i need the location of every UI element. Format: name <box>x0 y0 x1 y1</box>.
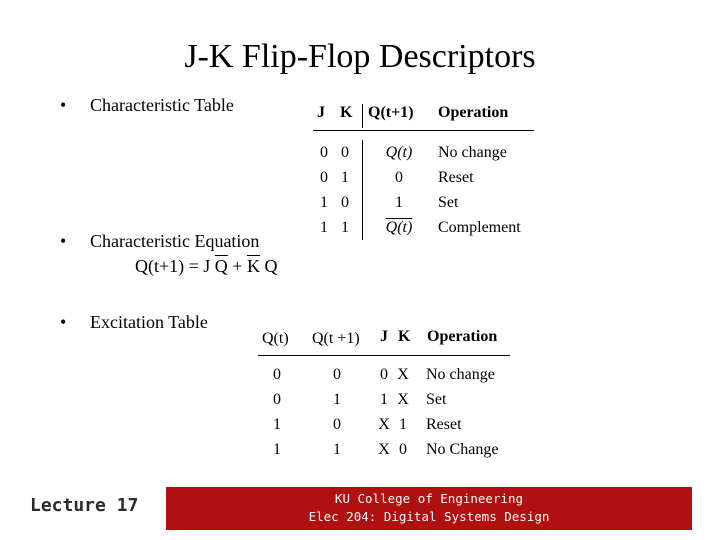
table-cell: 1 <box>395 194 403 211</box>
table-cell: Q(t) <box>385 144 413 161</box>
bullet-label: Excitation Table <box>90 312 208 332</box>
table-cell: X <box>378 441 390 458</box>
exc-header-q: Q(t) <box>262 330 289 347</box>
exc-header-rule <box>258 355 510 356</box>
table-cell: Reset <box>426 416 462 433</box>
table-cell <box>372 215 426 240</box>
char-header-divider <box>362 104 363 128</box>
exc-col-operation <box>426 362 536 462</box>
char-divider <box>362 140 363 240</box>
table-cell: 0 <box>273 391 281 408</box>
table-cell: 1 <box>320 194 328 211</box>
char-header-rule <box>313 130 534 131</box>
char-col-qnext <box>372 140 426 240</box>
table-cell: 1 <box>320 219 328 236</box>
table-cell: 1 <box>273 441 281 458</box>
lecture-label: Lecture 17 <box>30 495 139 516</box>
equation-q: Q <box>264 256 278 276</box>
table-cell: 0 <box>380 366 388 383</box>
table-cell: 0 <box>320 169 328 186</box>
table-cell: 0 <box>333 416 341 433</box>
char-header-qnext: Q(t+1) <box>368 104 414 121</box>
char-header-j: J <box>317 104 325 121</box>
characteristic-equation <box>135 256 277 277</box>
char-header-operation: Operation <box>438 104 509 121</box>
table-cell: 1 <box>333 391 341 408</box>
table-cell: 0 <box>273 366 281 383</box>
table-cell: Set <box>426 391 447 408</box>
table-cell: 1 <box>341 219 349 236</box>
equation-k-bar: $\overline{K}$ <box>246 256 260 276</box>
exc-header-qnext: Q(t +1) <box>312 330 360 347</box>
bullet-label: Characteristic Equation <box>90 231 260 251</box>
char-header-k: K <box>340 104 353 121</box>
exc-col-k <box>396 362 410 462</box>
table-cell: 0 <box>395 169 403 186</box>
bullet-dot: • <box>60 231 67 251</box>
table-cell: 1 <box>333 441 341 458</box>
exc-col-q <box>262 362 292 462</box>
char-col-k <box>339 140 351 240</box>
footer-lecture-box <box>0 487 166 530</box>
equation-q-bar: $\overline{Q}$ <box>214 256 228 276</box>
equation-plus: + <box>232 256 243 276</box>
bullet-dot: • <box>60 312 67 332</box>
table-cell: Reset <box>438 169 474 186</box>
table-cell: Complement <box>438 219 521 236</box>
table-cell: Set <box>438 194 459 211</box>
bullet-characteristic-equation <box>60 231 259 252</box>
exc-header-j: J <box>380 328 388 345</box>
table-cell: X <box>397 391 409 408</box>
table-cell: 1 <box>341 169 349 186</box>
footer-line-2: Elec 204: Digital Systems Design <box>308 509 550 524</box>
bullet-excitation-table <box>60 312 208 333</box>
table-cell: X <box>378 416 390 433</box>
bullet-dot: • <box>60 95 67 115</box>
char-col-operation <box>438 140 548 240</box>
table-cell: 1 <box>273 416 281 433</box>
exc-header-k: K <box>398 328 411 345</box>
footer <box>0 487 720 530</box>
footer-banner <box>166 487 692 530</box>
footer-line-1: KU College of Engineering <box>334 491 524 506</box>
table-cell: X <box>397 366 409 383</box>
exc-header-operation: Operation <box>427 328 498 345</box>
table-cell: 0 <box>341 144 349 161</box>
exc-col-j <box>377 362 391 462</box>
slide-title: J-K Flip-Flop Descriptors <box>184 38 536 75</box>
table-cell: No change <box>426 366 495 383</box>
table-cell: 0 <box>333 366 341 383</box>
bullet-characteristic-table <box>60 95 234 116</box>
table-cell: 0 <box>341 194 349 211</box>
bullet-label: Characteristic Table <box>90 95 234 115</box>
table-cell: 1 <box>399 416 407 433</box>
equation-lhs: Q(t+1) = J <box>135 256 211 276</box>
table-cell: 1 <box>380 391 388 408</box>
table-cell: No change <box>438 144 507 161</box>
table-cell: 0 <box>320 144 328 161</box>
char-col-j <box>318 140 330 240</box>
table-cell: No Change <box>426 441 499 458</box>
q-bar-cell: Q(t) <box>385 219 413 236</box>
exc-col-qnext <box>322 362 352 462</box>
table-cell: 0 <box>399 441 407 458</box>
